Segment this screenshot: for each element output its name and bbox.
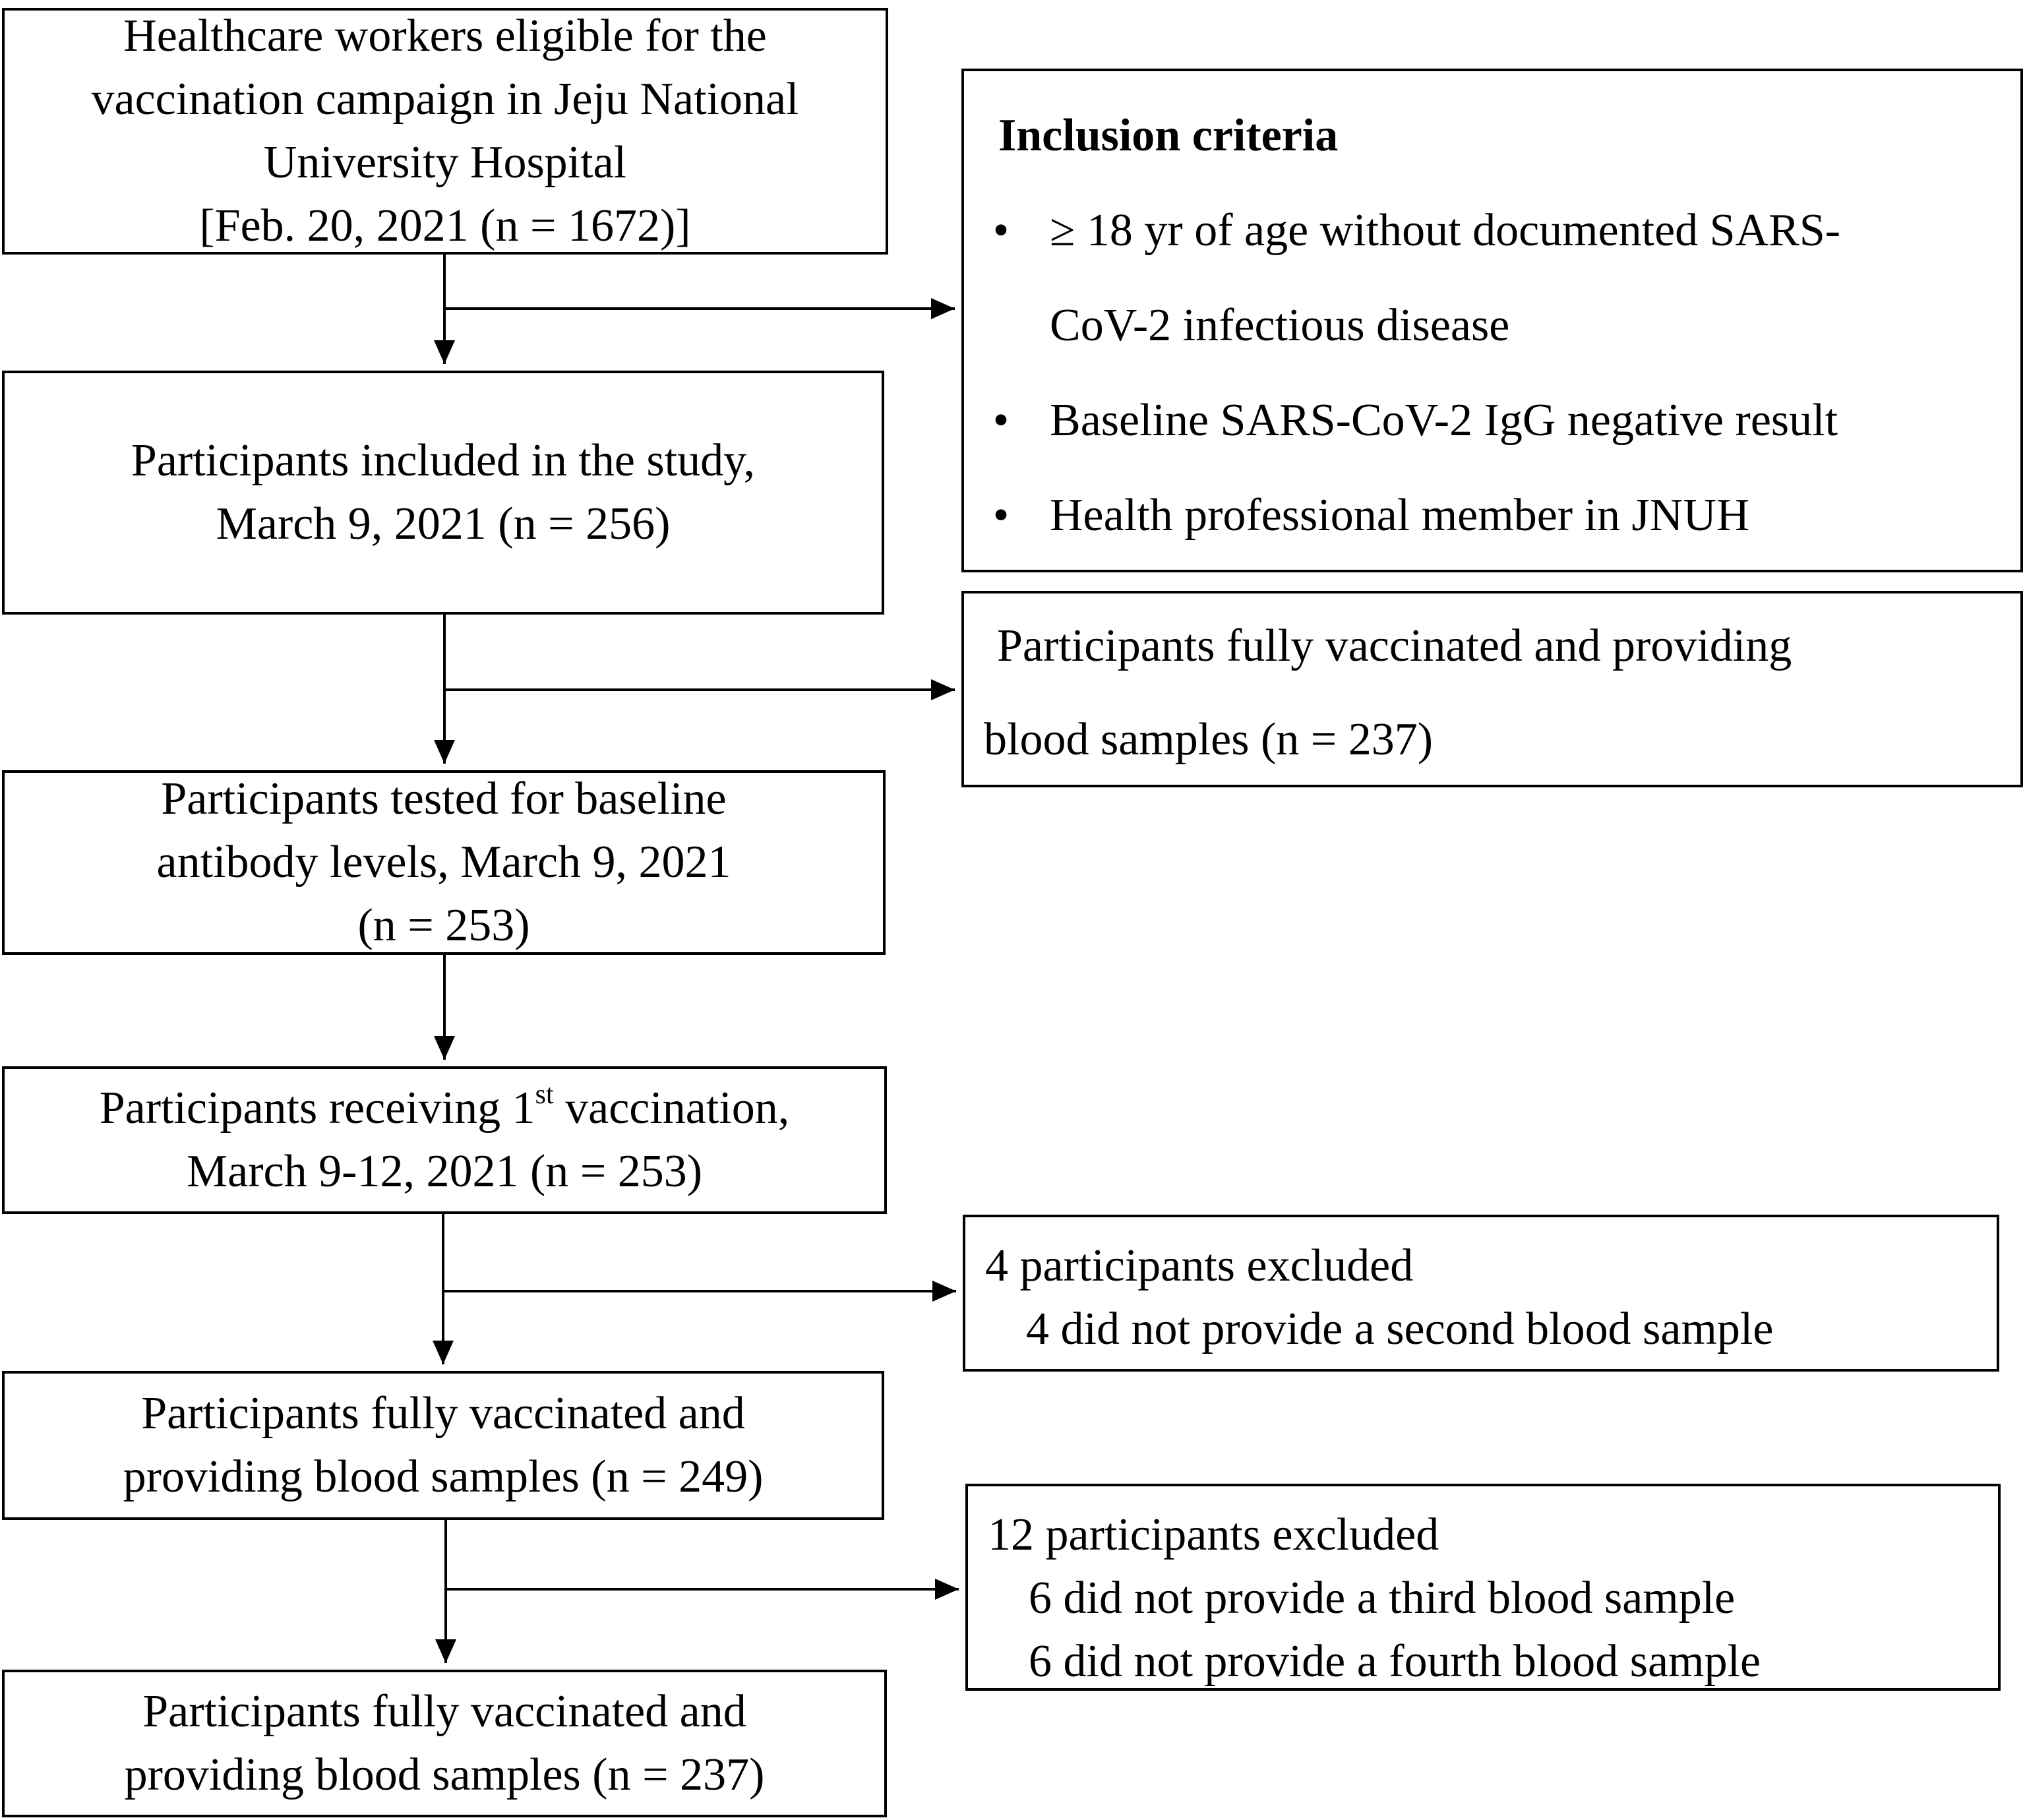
bullet-icon: • — [992, 205, 1010, 256]
fully-vaccinated-249-line-1: Participants fully vaccinated and — [141, 1388, 745, 1439]
criteria-igg-line: Baseline SARS-CoV-2 IgG negative result — [1050, 395, 1838, 446]
analysis-set-line-2: blood samples (n = 237) — [984, 714, 1434, 765]
inclusion-criteria-title: Inclusion criteria — [998, 110, 1339, 161]
criteria-age-line-1: ≥ 18 yr of age without documented SARS- — [1050, 205, 1841, 256]
first-vaccination-text-a: Participants receiving 1 — [99, 1083, 535, 1134]
fully-vaccinated-249-line-2: providing blood samples (n = 249) — [123, 1451, 764, 1502]
tested-line-1: Participants tested for baseline — [161, 774, 727, 824]
exclusion-12-reason-1: 6 did not provide a third blood sample — [1029, 1573, 1736, 1623]
box-first-vaccination — [2, 1066, 887, 1214]
box-eligible-healthcare-workers — [2, 8, 888, 255]
fully-vaccinated-237-line-1: Participants fully vaccinated and — [142, 1686, 746, 1737]
fully-vaccinated-237-line-2: providing blood samples (n = 237) — [124, 1749, 765, 1800]
bullet-icon: • — [992, 395, 1010, 446]
eligible-line-2: vaccination campaign in Jeju National — [91, 74, 799, 125]
box-inclusion-criteria — [961, 69, 2023, 572]
eligible-line-4: [Feb. 20, 2021 (n = 1672)] — [199, 200, 691, 251]
first-vaccination-text-b: vaccination, — [553, 1083, 790, 1134]
ordinal-superscript: st — [535, 1079, 554, 1110]
bullet-icon: • — [992, 490, 1010, 541]
first-vaccination-line-2: March 9-12, 2021 (n = 253) — [186, 1146, 703, 1197]
eligible-line-1: Healthcare workers eligible for the — [123, 11, 767, 61]
box-analysis-set-237 — [961, 591, 2023, 787]
box-participants-tested-baseline — [2, 770, 886, 955]
exclusion-4-header: 4 participants excluded — [985, 1240, 1414, 1291]
first-vaccination-line-1 — [100, 1077, 790, 1140]
exclusion-4-reason-1: 4 did not provide a second blood sample — [1026, 1304, 1774, 1354]
box-participants-included — [2, 371, 884, 615]
box-fully-vaccinated-237 — [2, 1670, 887, 1817]
exclusion-12-reason-2: 6 did not provide a fourth blood sample — [1029, 1636, 1761, 1687]
criteria-age-line-2: CoV-2 infectious disease — [1050, 300, 1510, 351]
eligible-line-3: University Hospital — [263, 137, 627, 188]
included-line-2: March 9, 2021 (n = 256) — [216, 499, 671, 549]
box-exclusion-4 — [963, 1215, 1999, 1372]
box-fully-vaccinated-249 — [2, 1371, 884, 1520]
tested-line-3: (n = 253) — [357, 900, 530, 951]
box-exclusion-12 — [965, 1484, 2001, 1691]
included-line-1: Participants included in the study, — [131, 435, 756, 486]
analysis-set-line-1: Participants fully vaccinated and providing — [997, 621, 1792, 671]
exclusion-12-header: 12 participants excluded — [988, 1509, 1439, 1560]
tested-line-2: antibody levels, March 9, 2021 — [156, 837, 731, 888]
criteria-professional-line: Health professional member in JNUH — [1050, 490, 1750, 541]
